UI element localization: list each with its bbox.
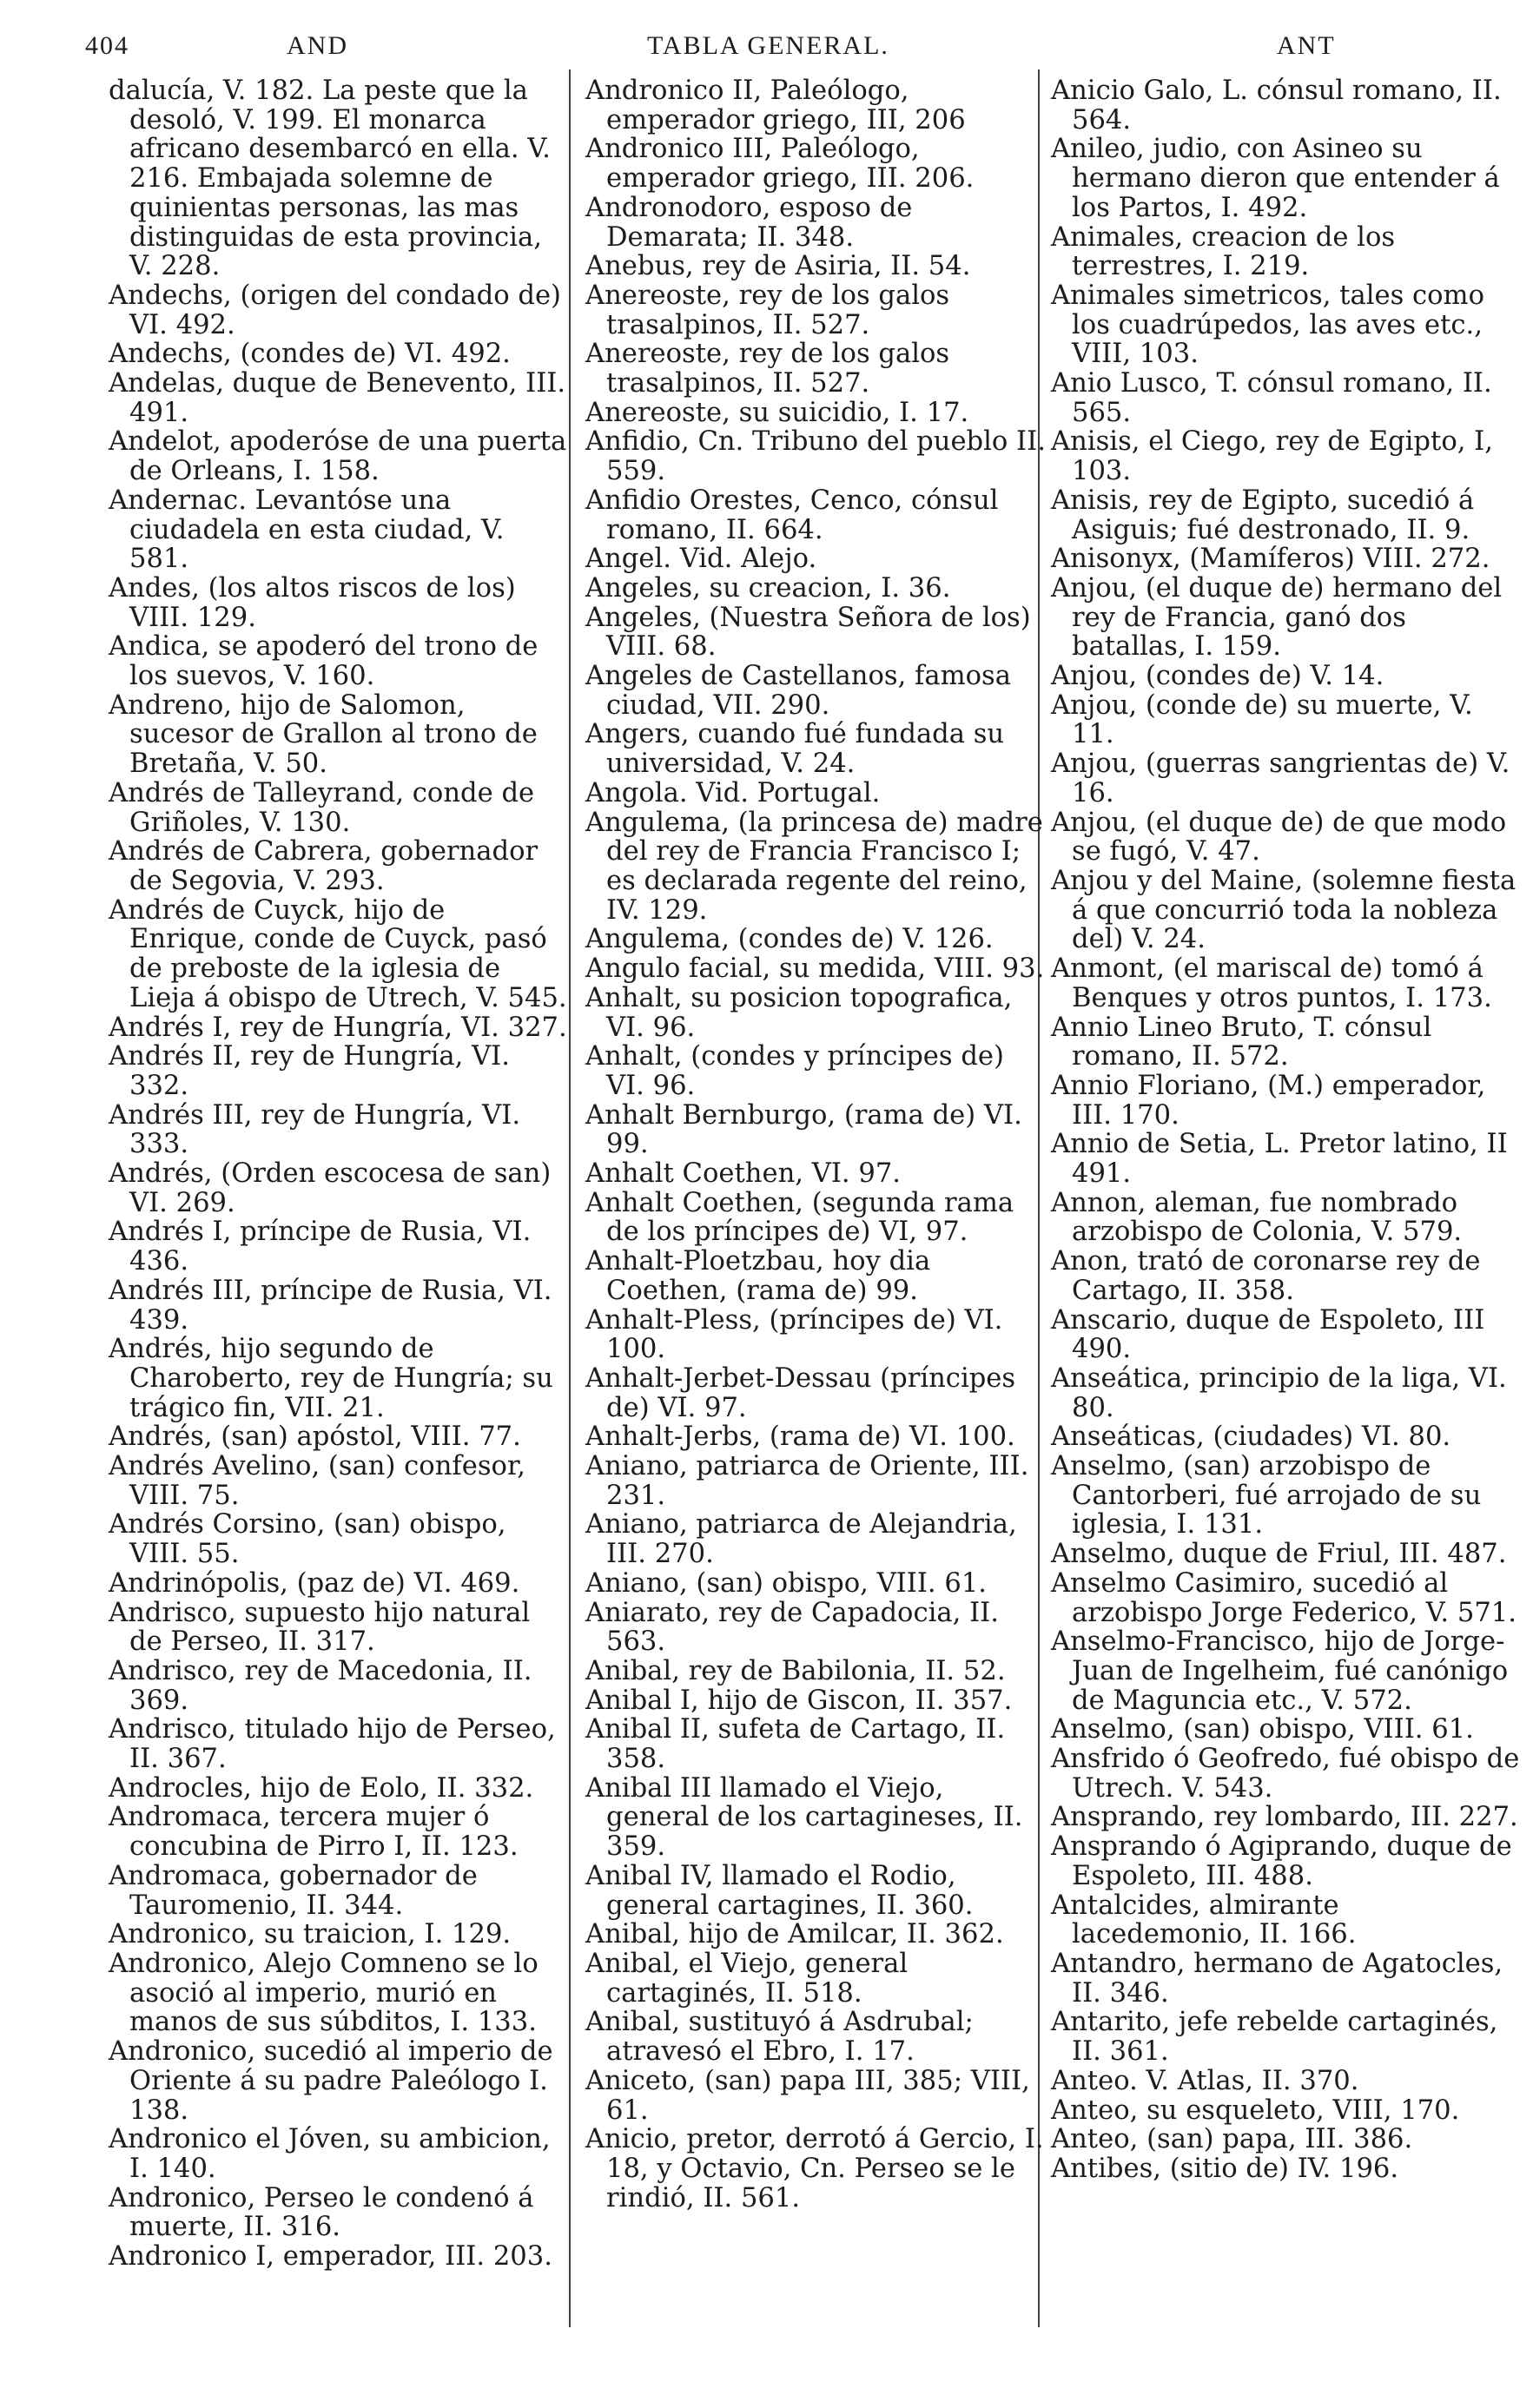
index-entry: Angola. Vid. Portugal. xyxy=(585,777,881,808)
index-entry: Anselmo, (san) arzobispo de Cantorberi, fué arrojado de su iglesia, I. 131. xyxy=(1051,1451,1482,1540)
index-entry: dalucía, V. 182. La peste que la desoló, V. 199. El monarca africano desembarcó en ella. V. 216. Embajada solemne de quinientas personas, las mas distinguidas de esta provincia, V. 228. xyxy=(109,76,551,282)
index-entry: Aniano, patriarca de Oriente, III. 231. xyxy=(585,1451,1029,1511)
column-divider xyxy=(569,69,571,2327)
index-entry: Annio Lineo Bruto, T. cónsul romano, II. 572. xyxy=(1051,1012,1432,1072)
index-entry: Aniano, patriarca de Alejandria, III. 270. xyxy=(585,1509,1017,1570)
index-entry: Angulema, (condes de) V. 126. xyxy=(585,924,994,955)
index-entry: Anhalt-Ploetzbau, hoy dia Coethen, (rama de) 99. xyxy=(585,1246,931,1306)
index-entry: Anhalt, (condes y príncipes de) VI. 96. xyxy=(585,1041,1004,1101)
index-entry: Anhalt-Pless, (príncipes de) VI. 100. xyxy=(585,1304,1003,1365)
header-left-guide-word: AND xyxy=(287,31,348,60)
index-entry: Andechs, (condes de) VI. 492. xyxy=(109,339,511,370)
index-entry: Andrisco, titulado hijo de Perseo, II. 367. xyxy=(109,1714,556,1775)
index-entry: Andronico, sucedió al imperio de Oriente á su padre Paleólogo I. 138. xyxy=(109,2036,553,2126)
index-entry: Anisonyx, (Mamíferos) VIII. 272. xyxy=(1051,544,1490,575)
index-entry: Andromaca, tercera mujer ó concubina de Pirro I, II. 123. xyxy=(109,1802,519,1863)
index-entry: Anjou y del Maine, (solemne fiesta á que concurrió toda la nobleza del) V. 24. xyxy=(1051,865,1516,955)
index-entry: Angulema, (la princesa de) madre del rey de Francia Francisco I; es declarada regente del reino, IV. 129. xyxy=(585,807,1043,926)
index-entry: Ansprando ó Agiprando, duque de Espoleto, III. 488. xyxy=(1051,1831,1512,1891)
index-entry: Anicio Galo, L. cónsul romano, II. 564. xyxy=(1051,76,1502,135)
index-entry: Andronico, Perseo le condenó á muerte, II. 316. xyxy=(109,2182,534,2243)
index-entry: Anselmo-Francisco, hijo de Jorge-Juan de Ingelheim, fué canónigo de Maguncia etc., V. 572. xyxy=(1051,1626,1509,1716)
index-column-3 xyxy=(1051,76,1520,2184)
index-entry: Angel. Vid. Alejo. xyxy=(585,544,817,575)
index-entry: Andrés III, rey de Hungría, VI. 333. xyxy=(109,1099,521,1160)
index-entry: Andrés, (san) apóstol, VIII. 77. xyxy=(109,1422,521,1453)
index-entry: Annio de Setia, L. Pretor latino, II 491. xyxy=(1051,1129,1508,1190)
index-entry: Andreno, hijo de Salomon, sucesor de Grallon al trono de Bretaña, V. 50. xyxy=(109,689,538,780)
index-entry: Andrés Corsino, (san) obispo, VIII. 55. xyxy=(109,1509,506,1570)
index-entry: Andrés III, príncipe de Rusia, VI. 439. xyxy=(109,1275,552,1336)
index-entry: Andelot, apoderóse de una puerta de Orleans, I. 158. xyxy=(109,426,567,487)
index-entry: Anhalt Coethen, VI. 97. xyxy=(585,1158,902,1190)
index-entry: Andronico II, Paleólogo, emperador griego, III, 206 xyxy=(585,76,966,135)
index-entry: Andromaca, gobernador de Tauromenio, II. 344. xyxy=(109,1860,478,1921)
index-entry: Andrés I, rey de Hungría, VI. 327. xyxy=(109,1012,567,1043)
index-entry: Andes, (los altos riscos de los) VIII. 129. xyxy=(109,572,516,633)
index-entry: Anebus, rey de Asiria, II. 54. xyxy=(585,251,971,282)
index-entry: Andrisco, supuesto hijo natural de Perseo, II. 317. xyxy=(109,1597,531,1658)
index-entry: Anhalt-Jerbet-Dessau (príncipes de) VI. 97. xyxy=(585,1362,1016,1423)
index-entry: Aniceto, (san) papa III, 385; VIII, 61. xyxy=(585,2065,1030,2126)
index-entry: Anseáticas, (ciudades) VI. 80. xyxy=(1051,1422,1451,1453)
index-entry: Antalcides, almirante lacedemonio, II. 166. xyxy=(1051,1890,1357,1950)
index-entry: Andrinópolis, (paz de) VI. 469. xyxy=(109,1567,520,1599)
index-entry: Andrés de Talleyrand, conde de Griñoles, V. 130. xyxy=(109,777,535,838)
index-entry: Anselmo, (san) obispo, VIII. 61. xyxy=(1051,1714,1474,1745)
index-entry: Anileo, judio, con Asineo su hermano dieron que entender á los Partos, I. 492. xyxy=(1051,134,1500,223)
index-entry: Anteo. V. Atlas, II. 370. xyxy=(1051,2065,1359,2096)
index-entry: Anereoste, rey de los galos trasalpinos, II. 527. xyxy=(585,339,950,399)
index-entry: Anisis, rey de Egipto, sucedió á Asiguis; fué destronado, II. 9. xyxy=(1051,485,1475,545)
index-entry: Anon, trató de coronarse rey de Cartago, II. 358. xyxy=(1051,1246,1481,1306)
index-entry: Andrés, (Orden escocesa de san) VI. 269. xyxy=(109,1158,552,1218)
index-entry: Angulo facial, su medida, VIII. 93. xyxy=(585,953,1045,985)
index-entry: Angeles de Castellanos, famosa ciudad, VII. 290. xyxy=(585,661,1011,721)
index-entry: Andrisco, rey de Macedonia, II. 369. xyxy=(109,1655,532,1716)
index-entry: Anteo, (san) papa, III. 386. xyxy=(1051,2124,1413,2155)
index-entry: Anibal, sustituyó á Asdrubal; atravesó el Ebro, I. 17. xyxy=(585,2007,974,2068)
index-entry: Anfidio, Cn. Tribuno del pueblo II. 559. xyxy=(585,426,1046,487)
index-entry: Anibal III llamado el Viejo, general de los cartagineses, II. 359. xyxy=(585,1772,1023,1863)
index-entry: Andechs, (origen del condado de) VI. 492. xyxy=(109,280,561,340)
index-entry: Antarito, jefe rebelde cartaginés, II. 361. xyxy=(1051,2007,1498,2068)
index-entry: Andrés de Cuyck, hijo de Enrique, conde de Cuyck, pasó de preboste de la iglesia de Lieja á obispo de Utrech, V. 545. xyxy=(109,894,567,1013)
header-right-guide-word: ANT xyxy=(1277,31,1336,60)
index-entry: Anicio, pretor, derrotó á Gercio, I. 18, y Octavio, Cn. Perseo se le rindió, II. 561. xyxy=(585,2124,1044,2213)
index-entry: Angeles, su creacion, I. 36. xyxy=(585,572,951,604)
index-entry: Annio Floriano, (M.) emperador, III. 170. xyxy=(1051,1070,1486,1131)
index-entry: Anselmo, duque de Friul, III. 487. xyxy=(1051,1539,1507,1570)
index-entry: Andronico el Jóven, su ambicion, I. 140. xyxy=(109,2124,551,2184)
index-entry: Andronico, su traicion, I. 129. xyxy=(109,1919,512,1950)
index-entry: Andrés de Cabrera, gobernador de Segovia, V. 293. xyxy=(109,836,539,896)
index-entry: Anibal IV, llamado el Rodio, general cartagines, II. 360. xyxy=(585,1860,974,1921)
index-column-2 xyxy=(585,76,1046,2213)
index-entry: Anjou, (el duque de) hermano del rey de Francia, ganó dos batallas, I. 159. xyxy=(1051,572,1503,663)
header-title: TABLA GENERAL. xyxy=(647,31,889,60)
index-entry: Ansprando, rey lombardo, III. 227. xyxy=(1051,1802,1518,1833)
index-entry: Anscario, duque de Espoleto, III 490. xyxy=(1051,1304,1485,1365)
index-entry: Anmont, (el mariscal de) tomó á Benques y otros puntos, I. 173. xyxy=(1051,953,1492,1013)
index-entry: Angers, cuando fué fundada su universidad, V. 24. xyxy=(585,719,1005,780)
index-entry: Anereoste, rey de los galos trasalpinos, II. 527. xyxy=(585,280,950,340)
index-entry: Anfidio Orestes, Cenco, cónsul romano, II. 664. xyxy=(585,485,999,545)
index-entry: Andrés Avelino, (san) confesor, VIII. 75. xyxy=(109,1451,525,1511)
index-entry: Animales, creacion de los terrestres, I. 219. xyxy=(1051,221,1396,282)
index-entry: Anio Lusco, T. cónsul romano, II. 565. xyxy=(1051,368,1492,428)
index-entry: Andernac. Levantóse una ciudadela en esta ciudad, V. 581. xyxy=(109,485,505,575)
index-entry: Andrés II, rey de Hungría, VI. 332. xyxy=(109,1041,510,1101)
index-entry: Antandro, hermano de Agatocles, II. 346. xyxy=(1051,1949,1503,2009)
index-entry: Anteo, su esqueleto, VIII, 170. xyxy=(1051,2095,1460,2126)
index-entry: Anhalt Coethen, (segunda rama de los príncipes de) VI, 97. xyxy=(585,1187,1014,1248)
index-entry: Anibal, el Viejo, general cartaginés, II. 518. xyxy=(585,1949,909,2009)
index-entry: Anibal I, hijo de Giscon, II. 357. xyxy=(585,1685,1013,1716)
index-entry: Andelas, duque de Benevento, III. 491. xyxy=(109,368,566,428)
index-entry: Ansfrido ó Geofredo, fué obispo de Utrech. V. 543. xyxy=(1051,1744,1520,1804)
index-entry: Anhalt, su posicion topografica, VI. 96. xyxy=(585,982,1013,1043)
index-entry: Anhalt-Jerbs, (rama de) VI. 100. xyxy=(585,1422,1015,1453)
index-entry: Anhalt Bernburgo, (rama de) VI. 99. xyxy=(585,1099,1022,1160)
index-entry: Anselmo Casimiro, sucedió al arzobispo Jorge Federico, V. 571. xyxy=(1051,1567,1516,1628)
index-entry: Anisis, el Ciego, rey de Egipto, I, 103. xyxy=(1051,426,1493,487)
index-entry: Anjou, (el duque de) de que modo se fugó, V. 47. xyxy=(1051,807,1507,868)
running-header xyxy=(0,0,1533,87)
index-entry: Andronico, Alejo Comneno se lo asoció al imperio, murió en manos de sus súbditos, I. 133. xyxy=(109,1949,539,2038)
index-entry: Annon, aleman, fue nombrado arzobispo de Colonia, V. 579. xyxy=(1051,1187,1463,1248)
index-entry: Animales simetricos, tales como los cuadrúpedos, las aves etc., VIII, 103. xyxy=(1051,280,1484,370)
index-entry: Anjou, (condes de) V. 14. xyxy=(1051,661,1384,692)
page-number: 404 xyxy=(85,31,129,60)
index-entry: Angeles, (Nuestra Señora de los) VIII. 68. xyxy=(585,602,1031,663)
index-entry: Anseática, principio de la liga, VI. 80. xyxy=(1051,1362,1507,1423)
index-entry: Anjou, (guerras sangrientas de) V. 16. xyxy=(1051,749,1510,808)
index-entry: Andronodoro, esposo de Demarata; II. 348. xyxy=(585,192,913,253)
index-entry: Androcles, hijo de Eolo, II. 332. xyxy=(109,1772,534,1804)
index-entry: Aniarato, rey de Capadocia, II. 563. xyxy=(585,1597,999,1658)
index-column-1 xyxy=(109,76,569,2272)
index-entry: Antibes, (sitio de) IV. 196. xyxy=(1051,2153,1399,2184)
index-entry: Andrés, hijo segundo de Charoberto, rey de Hungría; su trágico fin, VII. 21. xyxy=(109,1334,553,1423)
index-entry: Aniano, (san) obispo, VIII. 61. xyxy=(585,1567,988,1599)
index-entry: Anibal, hijo de Amilcar, II. 362. xyxy=(585,1919,1004,1950)
index-entry: Anibal, rey de Babilonia, II. 52. xyxy=(585,1655,1006,1686)
index-entry: Anjou, (conde de) su muerte, V. 11. xyxy=(1051,689,1473,750)
index-entry: Andronico III, Paleólogo, emperador griego, III. 206. xyxy=(585,134,975,195)
index-entry: Andrés I, príncipe de Rusia, VI. 436. xyxy=(109,1217,532,1277)
index-entry: Anibal II, sufeta de Cartago, II. 358. xyxy=(585,1714,1006,1775)
index-entry: Andronico I, emperador, III. 203. xyxy=(109,2241,552,2273)
index-entry: Andica, se apoderó del trono de los suevos, V. 160. xyxy=(109,631,539,692)
index-entry: Anereoste, su suicidio, I. 17. xyxy=(585,397,969,428)
